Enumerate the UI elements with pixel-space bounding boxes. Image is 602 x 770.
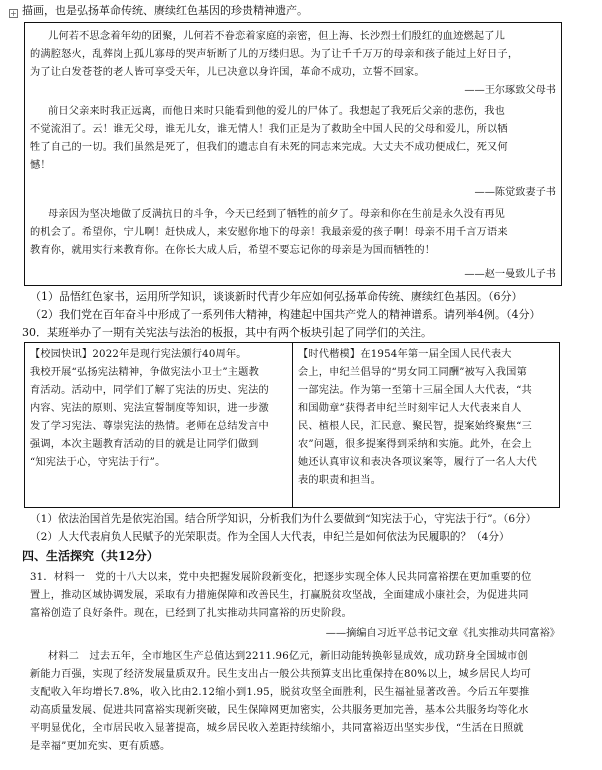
letter2-line: 前日父亲来时我正远离，而他日来时只能看到他的爱儿的尸体了。我想起了我死后父亲的悲伤，我也 [48,106,506,117]
section-heading: 四、生活探究（共12分） [22,549,159,563]
letter2-signature: ——陈觉致妻子书 [474,187,556,198]
role-model-line: 【时代楷模】在1954年第一届全国人民代表大 [298,349,512,360]
campus-news-line: 发了学习宪法、尊崇宪法的热情。老师在总结发言中 [30,421,269,432]
material-2-line: 材料二 过去五年，全市地区生产总值达到2211.96亿元，新旧动能转换彰显成效，成功跻身全国城市创 [48,651,528,662]
letter1-line: 儿何若不思念着年幼的团聚，儿何若不眷恋着家庭的亲密，但上海、长沙烈士们殷红的血迹燃起了儿 [48,31,506,42]
letter1-signature: ——王尔琢致父母书 [464,85,556,96]
intro-line: 描画，也是弘扬革命传统、赓续红色基因的珍贵精神遗产。 [22,4,308,17]
letter2-line: 不觉流泪了。云！谁无父母，谁无儿女，谁无情人！我们正是为了救助全中国人民的父母和爱儿，所以牺 [30,124,508,135]
role-model-line: 一部宪法。作为第一至第十三届全国人大代表，“共 [298,385,532,396]
role-model-line: 农”问题，很多提案得到采纳和实施。此外，在会上 [298,439,532,450]
role-model-line: 会上，申纪兰倡导的“男女同工同酬”被写入我国第 [298,367,527,378]
role-model-line: 她还认真审议和表决各项议案等，履行了一名人大代 [298,457,537,468]
letter1-line: 为了让白发苍苍的老人皆可享受天年，儿已决意以身许国，革命不成功，立誓不回家。 [30,67,425,78]
material-2-line: 支配收入年均增长7.8%，收入比由2.12缩小到1.95，脱贫攻坚全面胜利，民生福祉显著改善。今后五年要推 [30,687,530,698]
letter3-signature: ——赵一曼致儿子书 [464,269,556,280]
material-2-line: 新能力百强，实现了经济发展量质双升。民生支出占一般公共预算支出比重保持在80%以上，城乡居民人均可 [30,669,532,680]
question-29-2: （2）我们党在百年奋斗中形成了一系列伟大精神，构建起中国共产党人的精神谱系。请列举4例。（4分） [30,308,541,321]
campus-news-line: 【校园快讯】2022年是现行宪法颁行40周年。 [30,349,247,360]
letter2-line: 憾！ [30,160,51,171]
question-30-2: （2）人大代表肩负人民赋予的光荣职责。作为全国人大代表，申纪兰是如何依法为民履职的？（4分） [30,531,510,543]
letter3-line: 母亲因为坚决地做了反满抗日的斗争，今天已经到了牺牲的前夕了。母亲和你在生前是永久没有再见 [48,209,506,220]
table-move-handle-icon[interactable]: + [10,9,17,18]
role-model-line: 民、植根人民，汇民意、聚民智，提案始终聚焦“三 [298,421,532,432]
role-model-line: 和国勋章”获得者申纪兰时刻牢记人大代表来自人 [298,403,522,414]
letter2-line: 牲了自己的一切。我们虽然是死了，但我们的遗志自有未死的同志来完成。大丈夫不成功便成仁，死又何 [30,142,508,153]
material-2-line: 动高质量发展、促进共同富裕实现新突破，民生保障网更加密实，公共服务更加完善，基本公共服务均等化水 [30,705,529,716]
board-divider [292,342,293,508]
letter3-line: 的机会了。希望你，宁儿啊！赶快成人，来安慰你地下的母亲！我最亲爱的孩子啊！母亲不用千言万语来 [30,227,508,238]
role-model-line: 表的职责和担当。 [298,475,382,486]
material-1-source: ——摘编自习近平总书记文章《扎实推动共同富裕》 [325,628,560,639]
campus-news-line: “知宪法于心，守宪法于行”。 [30,457,166,468]
material-1-line: 富裕创造了良好条件。现在，已经到了扎实推动共同富裕的历史阶段。 [30,608,353,619]
campus-news-line: 强调，本次主题教育活动的目的就是让同学们做到 [30,439,259,450]
campus-news-line: 育活动。活动中，同学们了解了宪法的历史、宪法的 [30,385,269,396]
campus-news-line: 内容、宪法的原则、宪法宣誓制度等知识，进一步激 [30,403,269,414]
material-1-line: 置上，推动区域协调发展，采取有力措施保障和改善民生，打赢脱贫攻坚战，全面建成小康社会，为促进共同 [30,590,529,601]
question-29-1: （1）品悟红色家书，运用所学知识，谈谈新时代青少年应如何弘扬革命传统、赓续红色基因。（6分） [30,290,523,303]
question-30-1: （1）依法治国首先是依宪治国。结合所学知识，分析我们为什么要做到“知宪法于心，守宪法于行”。（6分） [30,513,537,525]
letter1-line: 的满腔怒火，乱葬岗上孤儿寡母的哭声斩断了儿的万缕归思。为了让千千万万的母亲和孩子能过上好日子， [30,49,519,60]
campus-news-line: 我校开展“弘扬宪法精神，争做宪法小卫士”主题教 [30,367,259,378]
question-30-intro: 30．某班举办了一期有关宪法与法治的板报，其中有两个板块引起了同学们的关注。 [22,326,432,339]
material-2-line: 平明显优化，全市居民收入显著提高，城乡居民收入差距持续缩小，共同富裕迈出坚实步伐，“生活在日照就 [30,723,524,734]
material-2-line: 是幸福”更加充实、更有质感。 [30,741,171,752]
letter3-line: 教育你，就用实行来教育你。在你长大成人后，希望不要忘记你的母亲是为国而牺牲的！ [30,245,436,256]
material-1-line: 31．材料一 党的十八大以来，党中央把握发展阶段新变化，把逐步实现全体人民共同富裕摆在更加重要的位 [30,572,532,583]
